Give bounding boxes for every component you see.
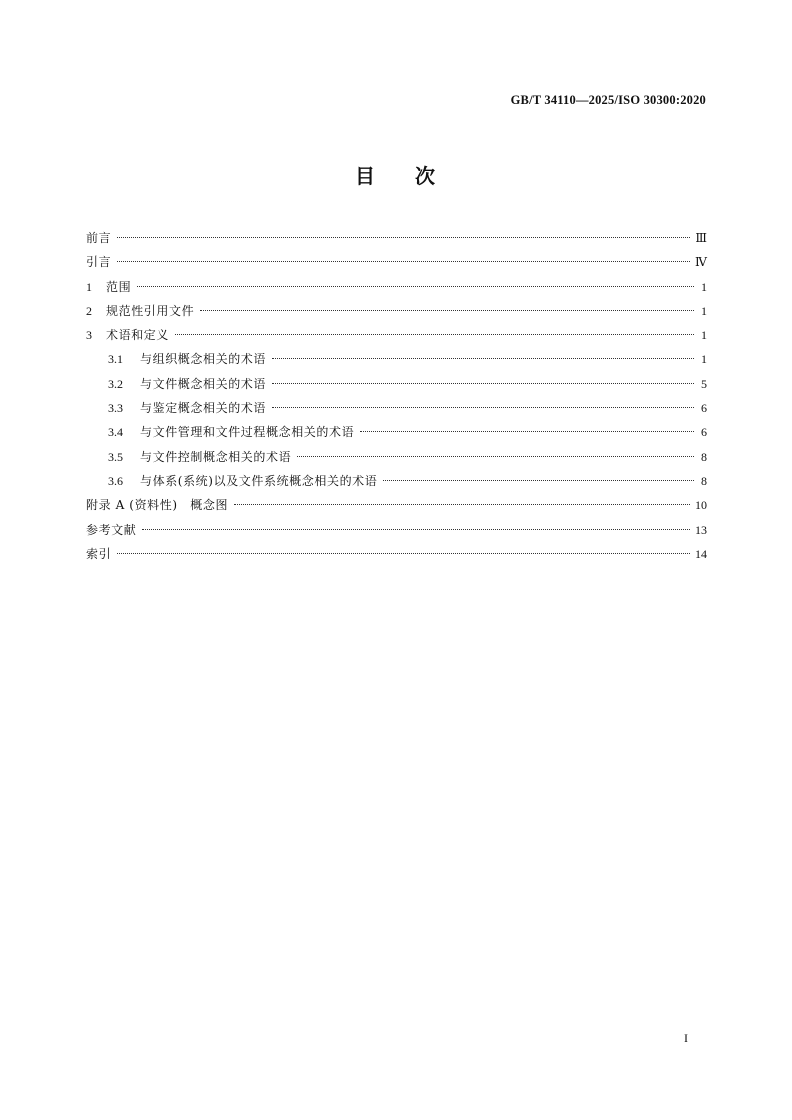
dot-leader xyxy=(117,553,690,554)
toc-entry-number: 3.6 xyxy=(108,473,123,488)
page-number: I xyxy=(684,1031,688,1045)
dot-leader xyxy=(272,407,694,408)
standard-code: GB/T 34110—2025/ISO 30300:2020 xyxy=(510,93,706,107)
toc-entry-page: 5 xyxy=(701,376,707,391)
toc-entry-foreword[interactable] xyxy=(86,226,707,250)
toc-entry-label: 前言 xyxy=(86,231,112,245)
toc-entry-number: 3.1 xyxy=(108,352,123,367)
toc-entry-normative-references[interactable] xyxy=(86,299,707,323)
toc-entry-3-3[interactable] xyxy=(86,396,707,420)
toc-entry-number: 3.5 xyxy=(108,449,123,464)
title-char-1: 目 xyxy=(355,164,377,188)
toc-entry-page: 8 xyxy=(701,449,707,464)
toc-entry-bibliography[interactable] xyxy=(86,518,707,542)
toc-entry-page: 1 xyxy=(701,279,707,294)
toc-entry-page: 1 xyxy=(701,328,707,343)
toc-entry-page: 1 xyxy=(701,352,707,367)
toc-entry-number: 3.4 xyxy=(108,425,123,440)
toc-entry-3-4[interactable] xyxy=(86,420,707,444)
toc-entry-label: 规范性引用文件 xyxy=(106,303,195,318)
toc-entry-label: 引言 xyxy=(86,255,112,270)
toc-entry-page: 14 xyxy=(695,546,707,561)
toc-entry-page: 13 xyxy=(695,522,707,537)
toc-entry-label: 与鉴定概念相关的术语 xyxy=(140,401,267,416)
toc-entry-page: 6 xyxy=(701,425,707,440)
dot-leader xyxy=(137,286,694,287)
toc-entry-page: Ⅲ xyxy=(695,231,707,245)
dot-leader xyxy=(234,504,690,505)
toc-entry-scope[interactable] xyxy=(86,275,707,299)
dot-leader xyxy=(297,456,694,457)
toc-entry-number: 2 xyxy=(86,303,92,318)
page-title xyxy=(0,160,792,189)
toc-entry-label: 与体系(系统)以及文件系统概念相关的术语 xyxy=(140,473,378,488)
toc-entry-number: 3.2 xyxy=(108,376,123,391)
dot-leader xyxy=(142,529,690,530)
toc-entry-label: 与文件管理和文件过程概念相关的术语 xyxy=(140,425,355,440)
toc-entry-terms-and-definitions[interactable] xyxy=(86,323,707,347)
dot-leader xyxy=(117,261,690,262)
toc-entry-3-6[interactable] xyxy=(86,469,707,493)
toc-entry-label: 与组织概念相关的术语 xyxy=(140,352,267,367)
toc-entry-label: 附录 A (资料性) 概念图 xyxy=(86,498,229,513)
toc-entry-label: 与文件控制概念相关的术语 xyxy=(140,449,292,464)
dot-leader xyxy=(272,358,694,359)
dot-leader xyxy=(200,310,694,311)
table-of-contents xyxy=(86,226,707,566)
toc-entry-annex-a[interactable] xyxy=(86,493,707,517)
dot-leader xyxy=(272,383,694,384)
toc-entry-3-5[interactable] xyxy=(86,445,707,469)
toc-entry-page: 6 xyxy=(701,401,707,416)
toc-entry-label: 与文件概念相关的术语 xyxy=(140,376,267,391)
toc-entry-3-1[interactable] xyxy=(86,347,707,371)
toc-entry-page: 1 xyxy=(701,303,707,318)
toc-entry-label: 范围 xyxy=(106,279,132,294)
toc-entry-number: 3 xyxy=(86,328,92,343)
toc-entry-label: 术语和定义 xyxy=(106,328,170,343)
toc-entry-3-2[interactable] xyxy=(86,372,707,396)
dot-leader xyxy=(175,334,694,335)
toc-entry-page: 8 xyxy=(701,473,707,488)
toc-entry-label: 参考文献 xyxy=(86,522,137,537)
toc-entry-page: 10 xyxy=(695,498,707,513)
toc-entry-number: 1 xyxy=(86,279,92,294)
toc-entry-label: 索引 xyxy=(86,546,112,561)
title-char-2: 次 xyxy=(415,164,437,188)
dot-leader xyxy=(360,431,694,432)
toc-entry-index[interactable] xyxy=(86,542,707,566)
dot-leader xyxy=(383,480,694,481)
dot-leader xyxy=(117,237,690,238)
toc-entry-page: Ⅳ xyxy=(695,255,707,270)
toc-entry-number: 3.3 xyxy=(108,401,123,416)
toc-entry-introduction[interactable] xyxy=(86,250,707,274)
